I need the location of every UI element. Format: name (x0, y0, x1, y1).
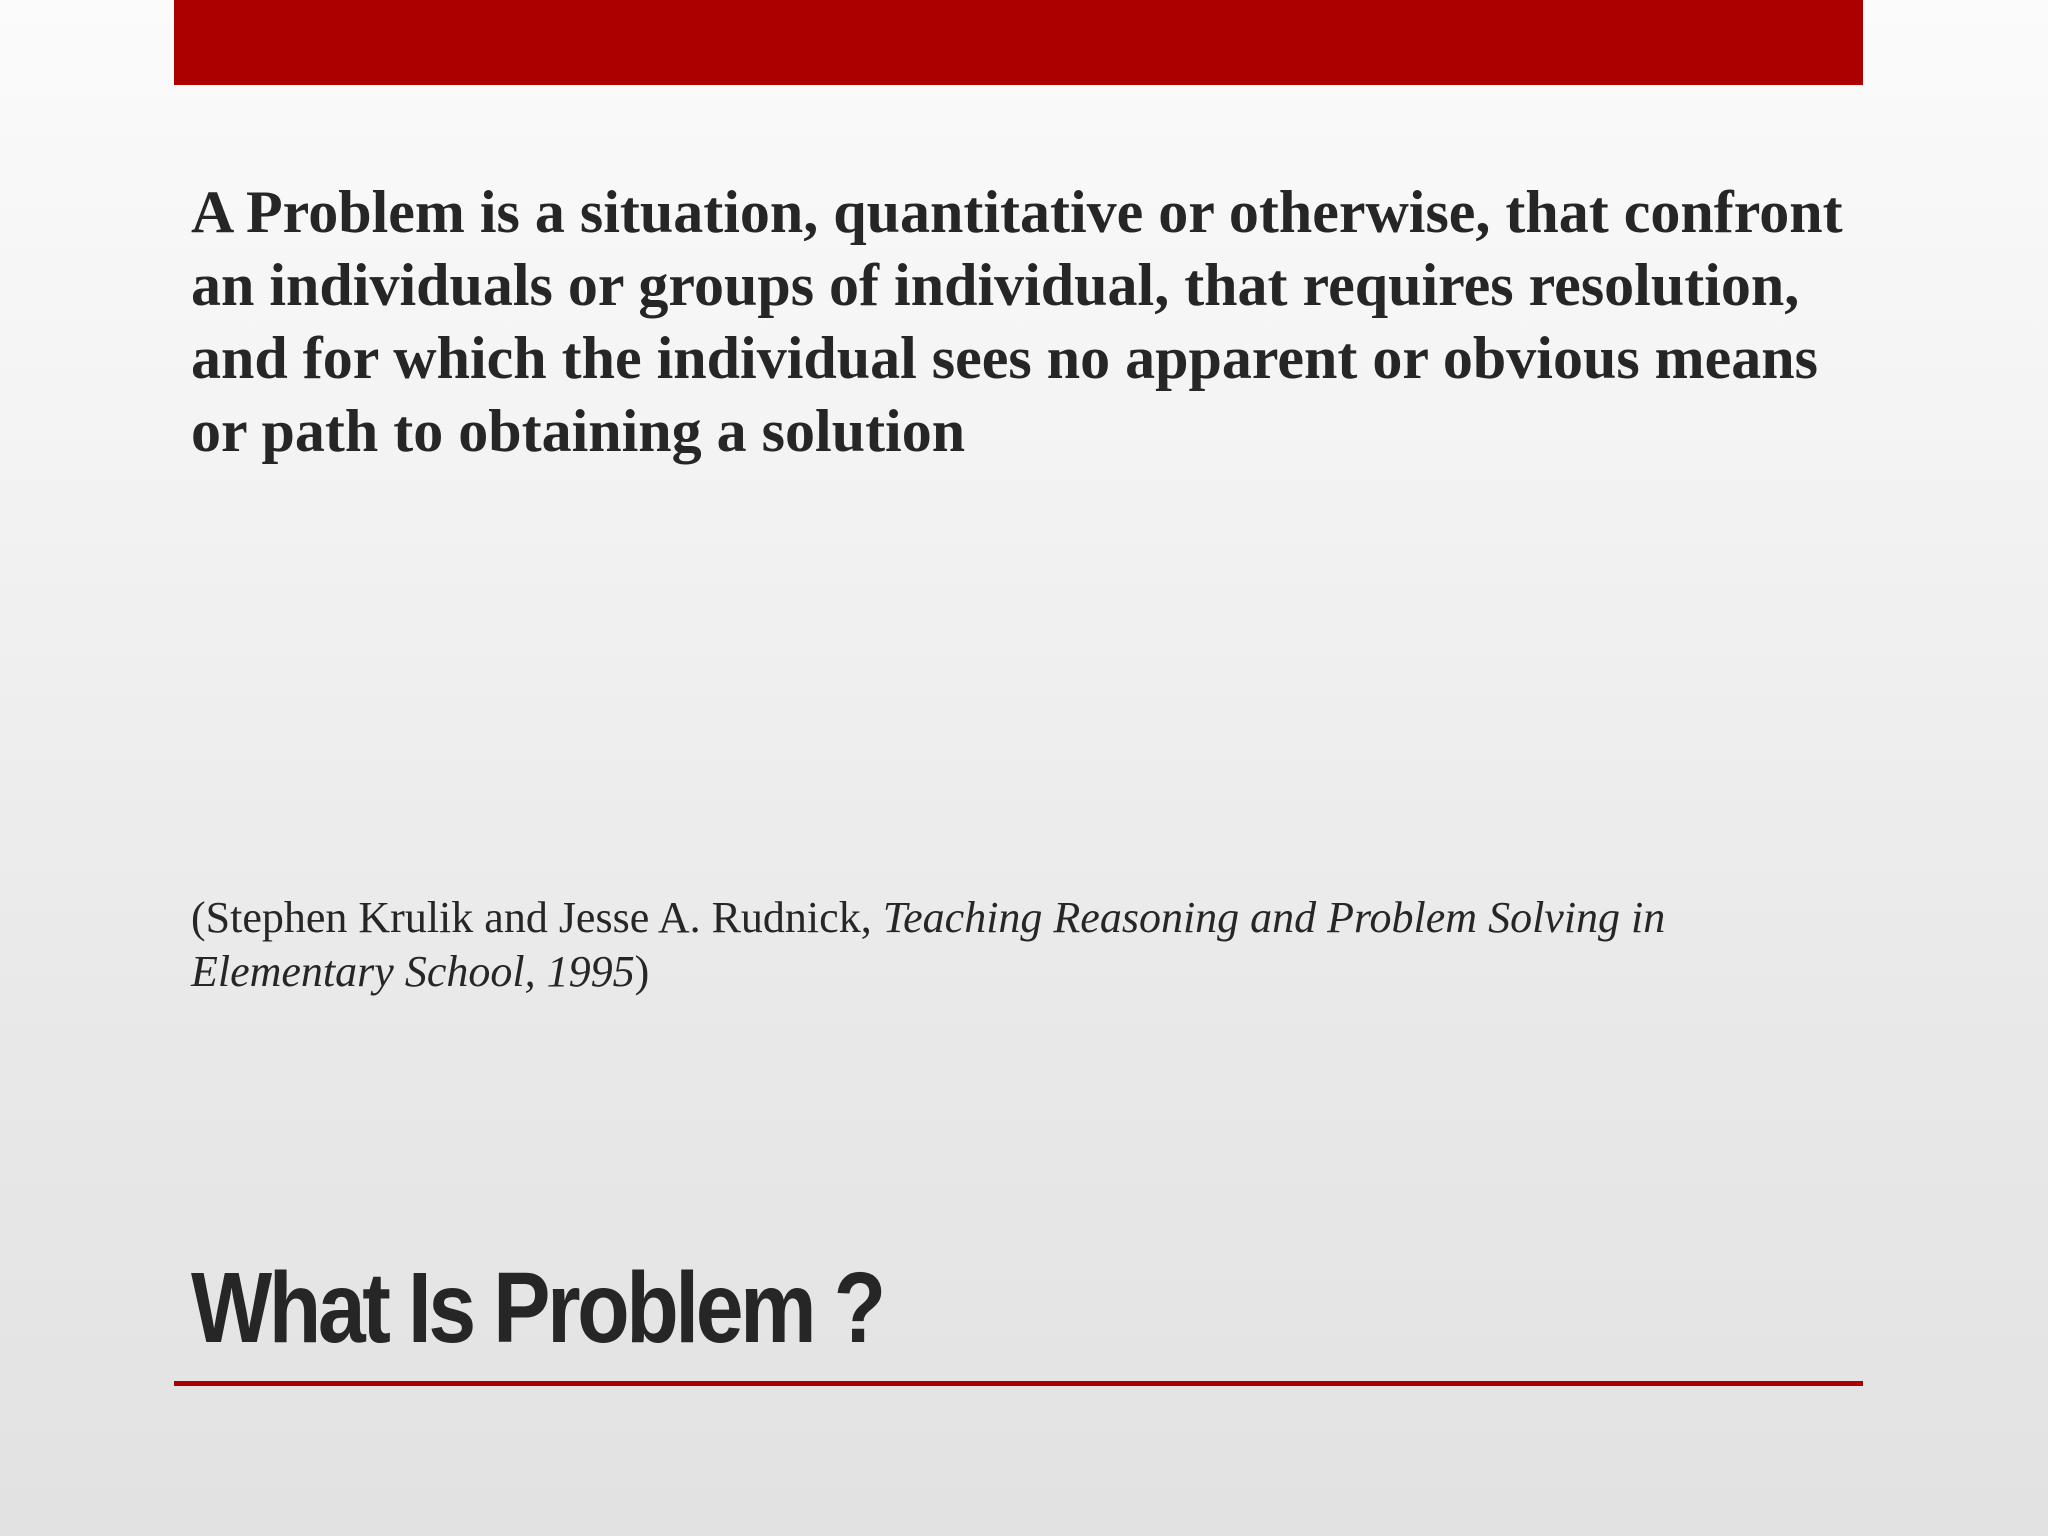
title-underline (174, 1381, 1863, 1386)
citation-work-title: Teaching Reasoning and Problem Solving in Elementary School, 1995 (191, 893, 1666, 996)
slide-title: What Is Problem ? (191, 1252, 883, 1364)
citation-close: ) (634, 947, 650, 996)
citation (191, 891, 1861, 999)
top-accent-bar (174, 0, 1863, 85)
citation-authors: (Stephen Krulik and Jesse A. Rudnick, (191, 893, 883, 942)
definition-text: A Problem is a situation, quantitative or otherwise, that confront an individuals or groups of individual, that requires resolution, and for which the individual sees no apparent or obvious means or path to obtaining a solution (191, 179, 1843, 464)
